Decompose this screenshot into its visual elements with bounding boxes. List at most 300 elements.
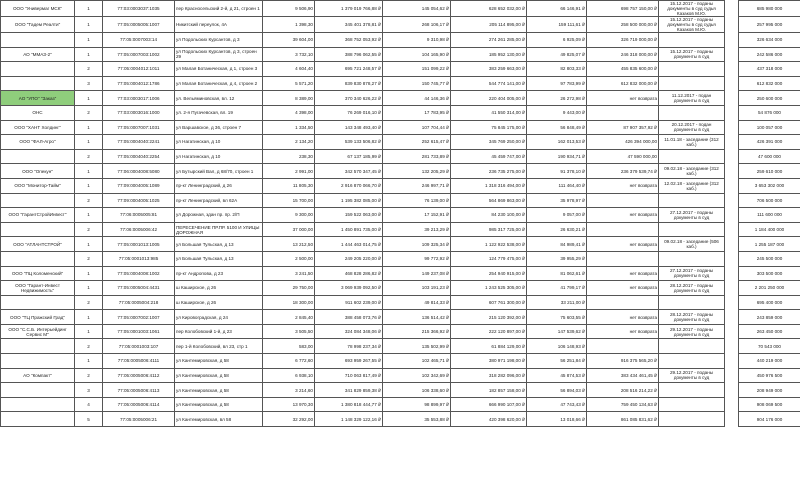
court-status-cell: 28.12.2017 - поданы документы в суд [659, 281, 725, 296]
cadastral-number-cell: 77:05:0001003:1061 [103, 324, 175, 339]
cadastral-value-cell: 539 133 506,82 ₽ [315, 135, 383, 150]
market-value-per-sqm-cell: 49 825,07 ₽ [527, 47, 587, 62]
area-cell: 15 700,00 [263, 193, 315, 208]
area-cell: 1 334,50 [263, 120, 315, 135]
row-number-cell: 2 [75, 62, 103, 77]
refund-value-cell [587, 339, 659, 354]
value-per-sqm-cell: 135 502,99 ₽ [383, 339, 451, 354]
gap-cell [725, 76, 739, 91]
area-cell: 29 750,00 [263, 281, 315, 296]
value-per-sqm-cell: 215 366,92 ₽ [383, 324, 451, 339]
cadastral-value-cell: 1 195 382 085,00 ₽ [315, 193, 383, 208]
cadastral-value-cell: 345 401 378,81 ₽ [315, 17, 383, 33]
area-cell: 9 506,90 [263, 1, 315, 17]
court-status-cell [659, 397, 725, 412]
area-cell: 39 604,00 [263, 33, 315, 48]
cadastral-value-cell: 370 340 626,22 ₽ [315, 91, 383, 106]
refund-value-cell [587, 105, 659, 120]
refund-value-cell [587, 251, 659, 266]
final-value-cell: 440 219 000 [739, 354, 800, 369]
final-value-cell: 259 610 000 [739, 164, 800, 179]
cadastral-number-cell: 77:09:0004005:1025 [103, 193, 175, 208]
court-status-cell [659, 251, 725, 266]
address-cell: ул Нагатинская, д 10 [175, 135, 263, 150]
final-value-cell: 245 500 000 [739, 251, 800, 266]
table-row [1, 383, 800, 398]
market-value-cell: 628 652 032,00 ₽ [451, 1, 527, 17]
table-row [1, 149, 800, 164]
value-per-sqm-cell: 107 704,44 ₽ [383, 120, 451, 135]
value-per-sqm-cell: 252 615,47 ₽ [383, 135, 451, 150]
market-value-cell: 380 971 198,00 ₽ [451, 354, 527, 369]
row-number-cell: 1 [75, 91, 103, 106]
market-value-per-sqm-cell: 9 443,00 ₽ [527, 105, 587, 120]
value-per-sqm-cell: 149 237,08 ₽ [383, 266, 451, 281]
market-value-cell: 607 761 300,00 ₽ [451, 295, 527, 310]
gap-cell [725, 237, 739, 252]
address-cell: ул Нагатинская, д 10 [175, 149, 263, 164]
court-status-cell: 27.12.2017 - поданы документы в суд [659, 266, 725, 281]
cadastral-number-cell: 77:05:0004008:1002 [103, 266, 175, 281]
address-cell: ул Подольских Курсантов, д 3, строен 29 [175, 47, 263, 62]
value-per-sqm-cell: 39 213,29 ₽ [383, 222, 451, 237]
area-cell: 3 505,50 [263, 324, 315, 339]
market-value-cell: 215 120 392,00 ₽ [451, 310, 527, 325]
market-value-cell: 544 774 141,00 ₽ [451, 76, 527, 91]
cadastral-number-cell: 77:05:0001013:985 [103, 251, 175, 266]
company-cell: ООО "ФАЛ-Агро" [1, 135, 75, 150]
row-number-cell: 1 [75, 1, 103, 17]
cadastral-number-cell: 77:05:0005006:4111 [103, 354, 175, 369]
company-cell: ООО "АТЛАНТСТРОЙ" [1, 237, 75, 252]
market-value-per-sqm-cell: 45 874,53 ₽ [527, 368, 587, 383]
market-value-per-sqm-cell: 159 111,61 ₽ [527, 17, 587, 33]
final-value-cell: 100 057 000 [739, 120, 800, 135]
area-cell: 4 398,00 [263, 105, 315, 120]
market-value-cell: 420 398 620,00 ₽ [451, 412, 527, 427]
value-per-sqm-cell: 136 514,42 ₽ [383, 310, 451, 325]
market-value-per-sqm-cell: 97 783,99 ₽ [527, 76, 587, 91]
gap-cell [725, 62, 739, 77]
row-number-cell: 3 [75, 383, 103, 398]
final-value-cell: 243 859 000 [739, 310, 800, 325]
address-cell: ул Кантемировская, д 58 [175, 383, 263, 398]
value-per-sqm-cell: 17 152,91 ₽ [383, 208, 451, 223]
table-row [1, 17, 800, 33]
area-cell: 4 604,40 [263, 62, 315, 77]
company-cell: ООО "С.С.Б. Интерьейдинг Сервис М" [1, 324, 75, 339]
market-value-per-sqm-cell: 33 211,00 ₽ [527, 295, 587, 310]
market-value-cell: 205 114 895,00 ₽ [451, 17, 527, 33]
final-value-cell: 326 634 000 [739, 33, 800, 48]
gap-cell [725, 105, 739, 120]
cadastral-number-cell: 77:05:0007003:1002 [103, 47, 175, 62]
address-cell: пр-кт Ленинградский, д 26 [175, 178, 263, 193]
address-cell: пер Колобовский 1-й, д 23 [175, 324, 263, 339]
address-cell: ул Малая Ботаническая, д 1, строен 3 [175, 62, 263, 77]
area-cell: 3 732,10 [263, 47, 315, 62]
market-value-per-sqm-cell: 26 272,98 ₽ [527, 91, 587, 106]
market-value-cell: 666 990 107,00 ₽ [451, 397, 527, 412]
gap-cell [725, 17, 739, 33]
value-per-sqm-cell: 98 899,97 ₽ [383, 397, 451, 412]
table-row [1, 266, 800, 281]
market-value-per-sqm-cell: 56 251,84 ₽ [527, 354, 587, 369]
refund-value-cell [587, 193, 659, 208]
refund-value-cell: 326 719 000,00 ₽ [587, 33, 659, 48]
row-number-cell: 3 [75, 76, 103, 91]
refund-value-cell: 47 590 000,00 [587, 149, 659, 164]
gap-cell [725, 135, 739, 150]
final-value-cell: 242 586 000 [739, 47, 800, 62]
company-cell [1, 33, 75, 48]
gap-cell [725, 251, 739, 266]
final-value-cell: 47 600 000 [739, 149, 800, 164]
gap-cell [725, 310, 739, 325]
cadastral-number-cell: 77:09:0004005:1089 [103, 178, 175, 193]
table-row [1, 295, 800, 310]
cadastral-value-cell: 1 148 329 122,16 ₽ [315, 412, 383, 427]
table-row [1, 47, 800, 62]
market-value-per-sqm-cell: 47 743,43 ₽ [527, 397, 587, 412]
area-cell: 3 241,50 [263, 266, 315, 281]
market-value-cell: 1 243 525 305,00 ₽ [451, 281, 527, 296]
refund-value-cell [587, 222, 659, 237]
row-number-cell: 2 [75, 222, 103, 237]
row-number-cell: 2 [75, 295, 103, 310]
cadastral-number-cell: 77:03:0003017:1006 [103, 91, 175, 106]
area-cell: 37 000,00 [263, 222, 315, 237]
refund-value-cell: 236 379 539,74 ₽ [587, 164, 659, 179]
cadastral-number-cell: 77:05:0004012:1011 [103, 62, 175, 77]
final-value-cell: 3 653 302 000 [739, 178, 800, 193]
cadastral-value-cell: 3 069 939 092,50 ₽ [315, 281, 383, 296]
cadastral-number-cell: 77:05:0007002:1007 [103, 310, 175, 325]
cadastral-number-cell: 77:06:0004008:5080 [103, 164, 175, 179]
market-value-cell: 220 404 005,00 ₽ [451, 91, 527, 106]
area-cell: 11 805,30 [263, 178, 315, 193]
value-per-sqm-cell: 103 191,23 ₽ [383, 281, 451, 296]
final-value-cell: 1 255 187 000 [739, 237, 800, 252]
cadastral-value-cell: 1 380 818 444,77 ₽ [315, 397, 383, 412]
court-status-cell: 27.12.2017 - поданы документы в суд [659, 208, 725, 223]
market-value-per-sqm-cell: 111 464,40 ₽ [527, 178, 587, 193]
value-per-sqm-cell: 9 310,98 ₽ [383, 33, 451, 48]
court-status-cell [659, 222, 725, 237]
final-value-cell: 685 980 000 [739, 1, 800, 17]
market-value-per-sqm-cell: 162 013,53 ₽ [527, 135, 587, 150]
value-per-sqm-cell: 132 205,29 ₽ [383, 164, 451, 179]
gap-cell [725, 178, 739, 193]
value-per-sqm-cell: 150 745,77 ₽ [383, 76, 451, 91]
area-cell: 13 212,50 [263, 237, 315, 252]
refund-value-cell: нет возврата [587, 237, 659, 252]
company-cell: АО "Компакт" [1, 368, 75, 383]
value-per-sqm-cell: 35 553,88 ₽ [383, 412, 451, 427]
cadastral-value-cell: 341 829 859,38 ₽ [315, 383, 383, 398]
address-cell: ул Кантемировская, д 58 [175, 354, 263, 369]
cadastral-value-cell: 76 269 016,10 ₽ [315, 105, 383, 120]
address-cell: ул. 2-я Пугачевская, вл. 19 [175, 105, 263, 120]
market-value-per-sqm-cell: 147 539,62 ₽ [527, 324, 587, 339]
table-row [1, 397, 800, 412]
table-row [1, 105, 800, 120]
address-cell: ул Бутырский Вал, д 68/70, строен 1 [175, 164, 263, 179]
value-per-sqm-cell: 106 338,60 ₽ [383, 383, 451, 398]
cadastral-number-cell: 77:05:0005006:21 [103, 412, 175, 427]
cadastral-value-cell: 368 752 053,92 ₽ [315, 33, 383, 48]
area-cell: 13 970,30 [263, 397, 315, 412]
table-row [1, 310, 800, 325]
table-row [1, 76, 800, 91]
address-cell: ул. Вельяминовская, вл. 12 [175, 91, 263, 106]
company-cell [1, 149, 75, 164]
cadastral-number-cell: 77:05:0004040:2241 [103, 135, 175, 150]
final-value-cell: 1 184 400 000 [739, 222, 800, 237]
final-value-cell: 54 876 000 [739, 105, 800, 120]
cadastral-number-cell: 77:03:0003037:1035 [103, 1, 175, 17]
court-status-cell: 09.02.18 - заседание (506 каб.) [659, 237, 725, 252]
court-status-cell [659, 105, 725, 120]
row-number-cell: 1 [75, 33, 103, 48]
address-cell: ул Варшавское, д 36, строен 7 [175, 120, 263, 135]
table-row [1, 281, 800, 296]
company-cell [1, 383, 75, 398]
court-status-cell [659, 62, 725, 77]
value-per-sqm-cell: 246 997,71 ₽ [383, 178, 451, 193]
market-value-per-sqm-cell: 91 378,10 ₽ [527, 164, 587, 179]
company-cell: ООО "Опекун" [1, 164, 75, 179]
row-number-cell: 2 [75, 105, 103, 120]
company-cell [1, 354, 75, 369]
final-value-cell: 908 069 500 [739, 397, 800, 412]
address-cell: Никитский переулок, 4А [175, 17, 263, 33]
company-cell [1, 62, 75, 77]
area-cell: 2 845,40 [263, 310, 315, 325]
row-number-cell: 1 [75, 135, 103, 150]
value-per-sqm-cell: 44 146,36 ₽ [383, 91, 451, 106]
gap-cell [725, 149, 739, 164]
gap-cell [725, 266, 739, 281]
court-status-cell [659, 354, 725, 369]
market-value-per-sqm-cell: 81 062,61 ₽ [527, 266, 587, 281]
cadastral-value-cell: 1 444 463 014,75 ₽ [315, 237, 383, 252]
row-number-cell: 4 [75, 397, 103, 412]
company-cell: ООО "ТЦ Пражский Град" [1, 310, 75, 325]
area-cell: 1 398,30 [263, 17, 315, 33]
gap-cell [725, 120, 739, 135]
court-status-cell [659, 339, 725, 354]
cadastral-value-cell: 159 522 063,00 ₽ [315, 208, 383, 223]
table-row [1, 354, 800, 369]
market-value-per-sqm-cell: 41 799,17 ₽ [527, 281, 587, 296]
market-value-per-sqm-cell: 13 018,66 ₽ [527, 412, 587, 427]
company-cell: ООО "ГарантСтройИнвест" [1, 208, 75, 223]
gap-cell [725, 354, 739, 369]
address-cell: ул Малая Ботаническая, д 4, строен 2 [175, 76, 263, 91]
final-value-cell: 250 600 000 [739, 91, 800, 106]
row-number-cell: 1 [75, 324, 103, 339]
value-per-sqm-cell: 76 139,00 ₽ [383, 193, 451, 208]
row-number-cell: 1 [75, 237, 103, 252]
cadastral-number-cell: 77:05:0004012:1786 [103, 76, 175, 91]
gap-cell [725, 164, 739, 179]
market-value-per-sqm-cell: 190 934,71 ₽ [527, 149, 587, 164]
cadastral-value-cell: 249 205 220,00 ₽ [315, 251, 383, 266]
address-cell: ул Дорожная, здан пр. пр. 2/П [175, 208, 263, 223]
address-cell: ул Кантемировская, д 58 [175, 368, 263, 383]
market-value-per-sqm-cell: 26 630,21 ₽ [527, 222, 587, 237]
area-cell: 2 500,00 [263, 251, 315, 266]
row-number-cell: 1 [75, 266, 103, 281]
row-number-cell: 1 [75, 281, 103, 296]
final-value-cell: 904 176 000 [739, 412, 800, 427]
cadastral-value-cell: 324 084 348,06 ₽ [315, 324, 383, 339]
row-number-cell: 1 [75, 208, 103, 223]
row-number-cell: 1 [75, 17, 103, 33]
court-status-cell [659, 295, 725, 310]
company-cell: ООО "Тадем Реалти" [1, 17, 75, 33]
company-cell: ООО "Гарант-Инвест Недвижимость" [1, 281, 75, 296]
cadastral-value-cell: 695 721 248,57 ₽ [315, 62, 383, 77]
cadastral-number-cell: 77:03:0003016:1000 [103, 105, 175, 120]
market-value-cell: 45 459 747,00 ₽ [451, 149, 527, 164]
cadastral-value-cell: 710 063 817,49 ₽ [315, 368, 383, 383]
address-cell: пр-кт Андропова, д 23 [175, 266, 263, 281]
market-value-per-sqm-cell: 35 978,97 ₽ [527, 193, 587, 208]
table-row [1, 135, 800, 150]
table-row [1, 1, 800, 17]
value-per-sqm-cell: 104 165,90 ₽ [383, 47, 451, 62]
gap-cell [725, 193, 739, 208]
court-status-cell [659, 76, 725, 91]
cadastral-value-cell: 2 916 870 066,70 ₽ [315, 178, 383, 193]
company-cell [1, 222, 75, 237]
gap-cell [725, 208, 739, 223]
refund-value-cell: 426 394 000,00 [587, 135, 659, 150]
value-per-sqm-cell: 145 054,62 ₽ [383, 1, 451, 17]
cadastral-number-cell: 77:05:0007003:14 [103, 33, 175, 48]
address-cell: ш Каширское, д 26 [175, 281, 263, 296]
court-status-cell: 15.12.2017 - поданы документы в суд судья Казаков М.Ю. [659, 1, 725, 17]
market-value-cell: 383 259 663,00 ₽ [451, 62, 527, 77]
company-cell [1, 412, 75, 427]
market-value-per-sqm-cell: 9 057,00 ₽ [527, 208, 587, 223]
market-value-cell: 75 845 175,00 ₽ [451, 120, 527, 135]
market-value-per-sqm-cell: 66 146,91 ₽ [527, 1, 587, 17]
market-value-per-sqm-cell: 56 848,49 ₽ [527, 120, 587, 135]
row-number-cell: 5 [75, 412, 103, 427]
court-status-cell: 29.12.2017 - поданы документы в суд [659, 368, 725, 383]
cadastral-value-cell: 1 450 891 735,00 ₽ [315, 222, 383, 237]
court-status-cell: 09.02.18 - заседание (312 каб.) [659, 164, 725, 179]
row-number-cell: 2 [75, 368, 103, 383]
area-cell: 5 571,20 [263, 76, 315, 91]
refund-value-cell: 383 434 461,45 ₽ [587, 368, 659, 383]
court-status-cell: 15.12.2017 - поданы документы в суд [659, 47, 725, 62]
row-number-cell: 2 [75, 339, 103, 354]
cadastral-value-cell: 468 828 286,82 ₽ [315, 266, 383, 281]
company-cell: ООО "Монитор-Тайм" [1, 178, 75, 193]
company-cell [1, 251, 75, 266]
gap-cell [725, 368, 739, 383]
court-status-cell: 11.12.2017 - подан документы в суд [659, 91, 725, 106]
court-status-cell [659, 193, 725, 208]
final-value-cell: 303 500 000 [739, 266, 800, 281]
market-value-per-sqm-cell: 6 925,09 ₽ [527, 33, 587, 48]
cadastral-number-cell: 77:06:0005006:42 [103, 222, 175, 237]
final-value-cell: 208 949 000 [739, 383, 800, 398]
cadastral-value-cell: 1 379 019 766,88 ₽ [315, 1, 383, 17]
court-status-cell [659, 383, 725, 398]
refund-value-cell: 455 835 600,00 ₽ [587, 62, 659, 77]
table-row [1, 62, 800, 77]
market-value-per-sqm-cell: 56 894,03 ₽ [527, 383, 587, 398]
table-row [1, 33, 800, 48]
value-per-sqm-cell: 151 099,22 ₽ [383, 62, 451, 77]
final-value-cell: 257 995 000 [739, 17, 800, 33]
value-per-sqm-cell: 99 772,92 ₽ [383, 251, 451, 266]
final-value-cell: 695 400 000 [739, 295, 800, 310]
refund-value-cell: нет возврата [587, 281, 659, 296]
market-value-cell: 1 318 316 494,00 ₽ [451, 178, 527, 193]
market-value-cell: 236 735 275,00 ₽ [451, 164, 527, 179]
company-cell [1, 193, 75, 208]
gap-cell [725, 295, 739, 310]
refund-value-cell: нет возврата [587, 266, 659, 281]
value-per-sqm-cell: 109 325,34 ₽ [383, 237, 451, 252]
final-value-cell: 437 318 000 [739, 62, 800, 77]
cadastral-number-cell: 77:05:0005006:4112 [103, 368, 175, 383]
market-value-cell: 182 857 158,00 ₽ [451, 383, 527, 398]
table-row [1, 120, 800, 135]
cadastral-value-cell: 388 458 073,76 ₽ [315, 310, 383, 325]
table-row [1, 208, 800, 223]
market-value-cell: 41 550 314,00 ₽ [451, 105, 527, 120]
row-number-cell: 2 [75, 149, 103, 164]
cadastral-number-cell: 77:05:0001013:1005 [103, 237, 175, 252]
cadastral-number-cell: 77:06:0005005:81 [103, 208, 175, 223]
table-row [1, 368, 800, 383]
refund-value-cell: 246 318 000,00 ₽ [587, 47, 659, 62]
market-value-per-sqm-cell: 82 803,33 ₽ [527, 62, 587, 77]
court-status-cell: 11.01.18 - заседание (312 каб.) [659, 135, 725, 150]
value-per-sqm-cell: 102 342,69 ₽ [383, 368, 451, 383]
market-value-per-sqm-cell: 75 603,55 ₽ [527, 310, 587, 325]
cadastral-value-cell: 143 348 493,40 ₽ [315, 120, 383, 135]
court-status-cell [659, 149, 725, 164]
gap-cell [725, 397, 739, 412]
address-cell: ш Каширское, д 26 [175, 295, 263, 310]
address-cell: ПЕРЕСЕЧЕНИЕ ПР.ПР. 5100 И УЛИЦЫ ДОРОЖНАЯ [175, 222, 263, 237]
company-cell: АО "УПО" "Заказ" [1, 91, 75, 106]
market-value-cell: 985 317 725,00 ₽ [451, 222, 527, 237]
cadastral-number-cell: 77:05:0007007:1031 [103, 120, 175, 135]
refund-value-cell: 612 832 000,00 ₽ [587, 76, 659, 91]
table-row [1, 178, 800, 193]
final-value-cell: 706 500 000 [739, 193, 800, 208]
cadastral-value-cell: 911 602 239,00 ₽ [315, 295, 383, 310]
refund-value-cell: 698 757 150,00 ₽ [587, 1, 659, 17]
row-number-cell: 1 [75, 178, 103, 193]
value-per-sqm-cell: 268 106,17 ₽ [383, 17, 451, 33]
area-cell: 2 134,20 [263, 135, 315, 150]
court-status-cell: 29.12.2017 - поданы документы в суд [659, 324, 725, 339]
gap-cell [725, 412, 739, 427]
final-value-cell: 450 976 500 [739, 368, 800, 383]
refund-value-cell: нет возврата [587, 324, 659, 339]
company-cell [1, 295, 75, 310]
